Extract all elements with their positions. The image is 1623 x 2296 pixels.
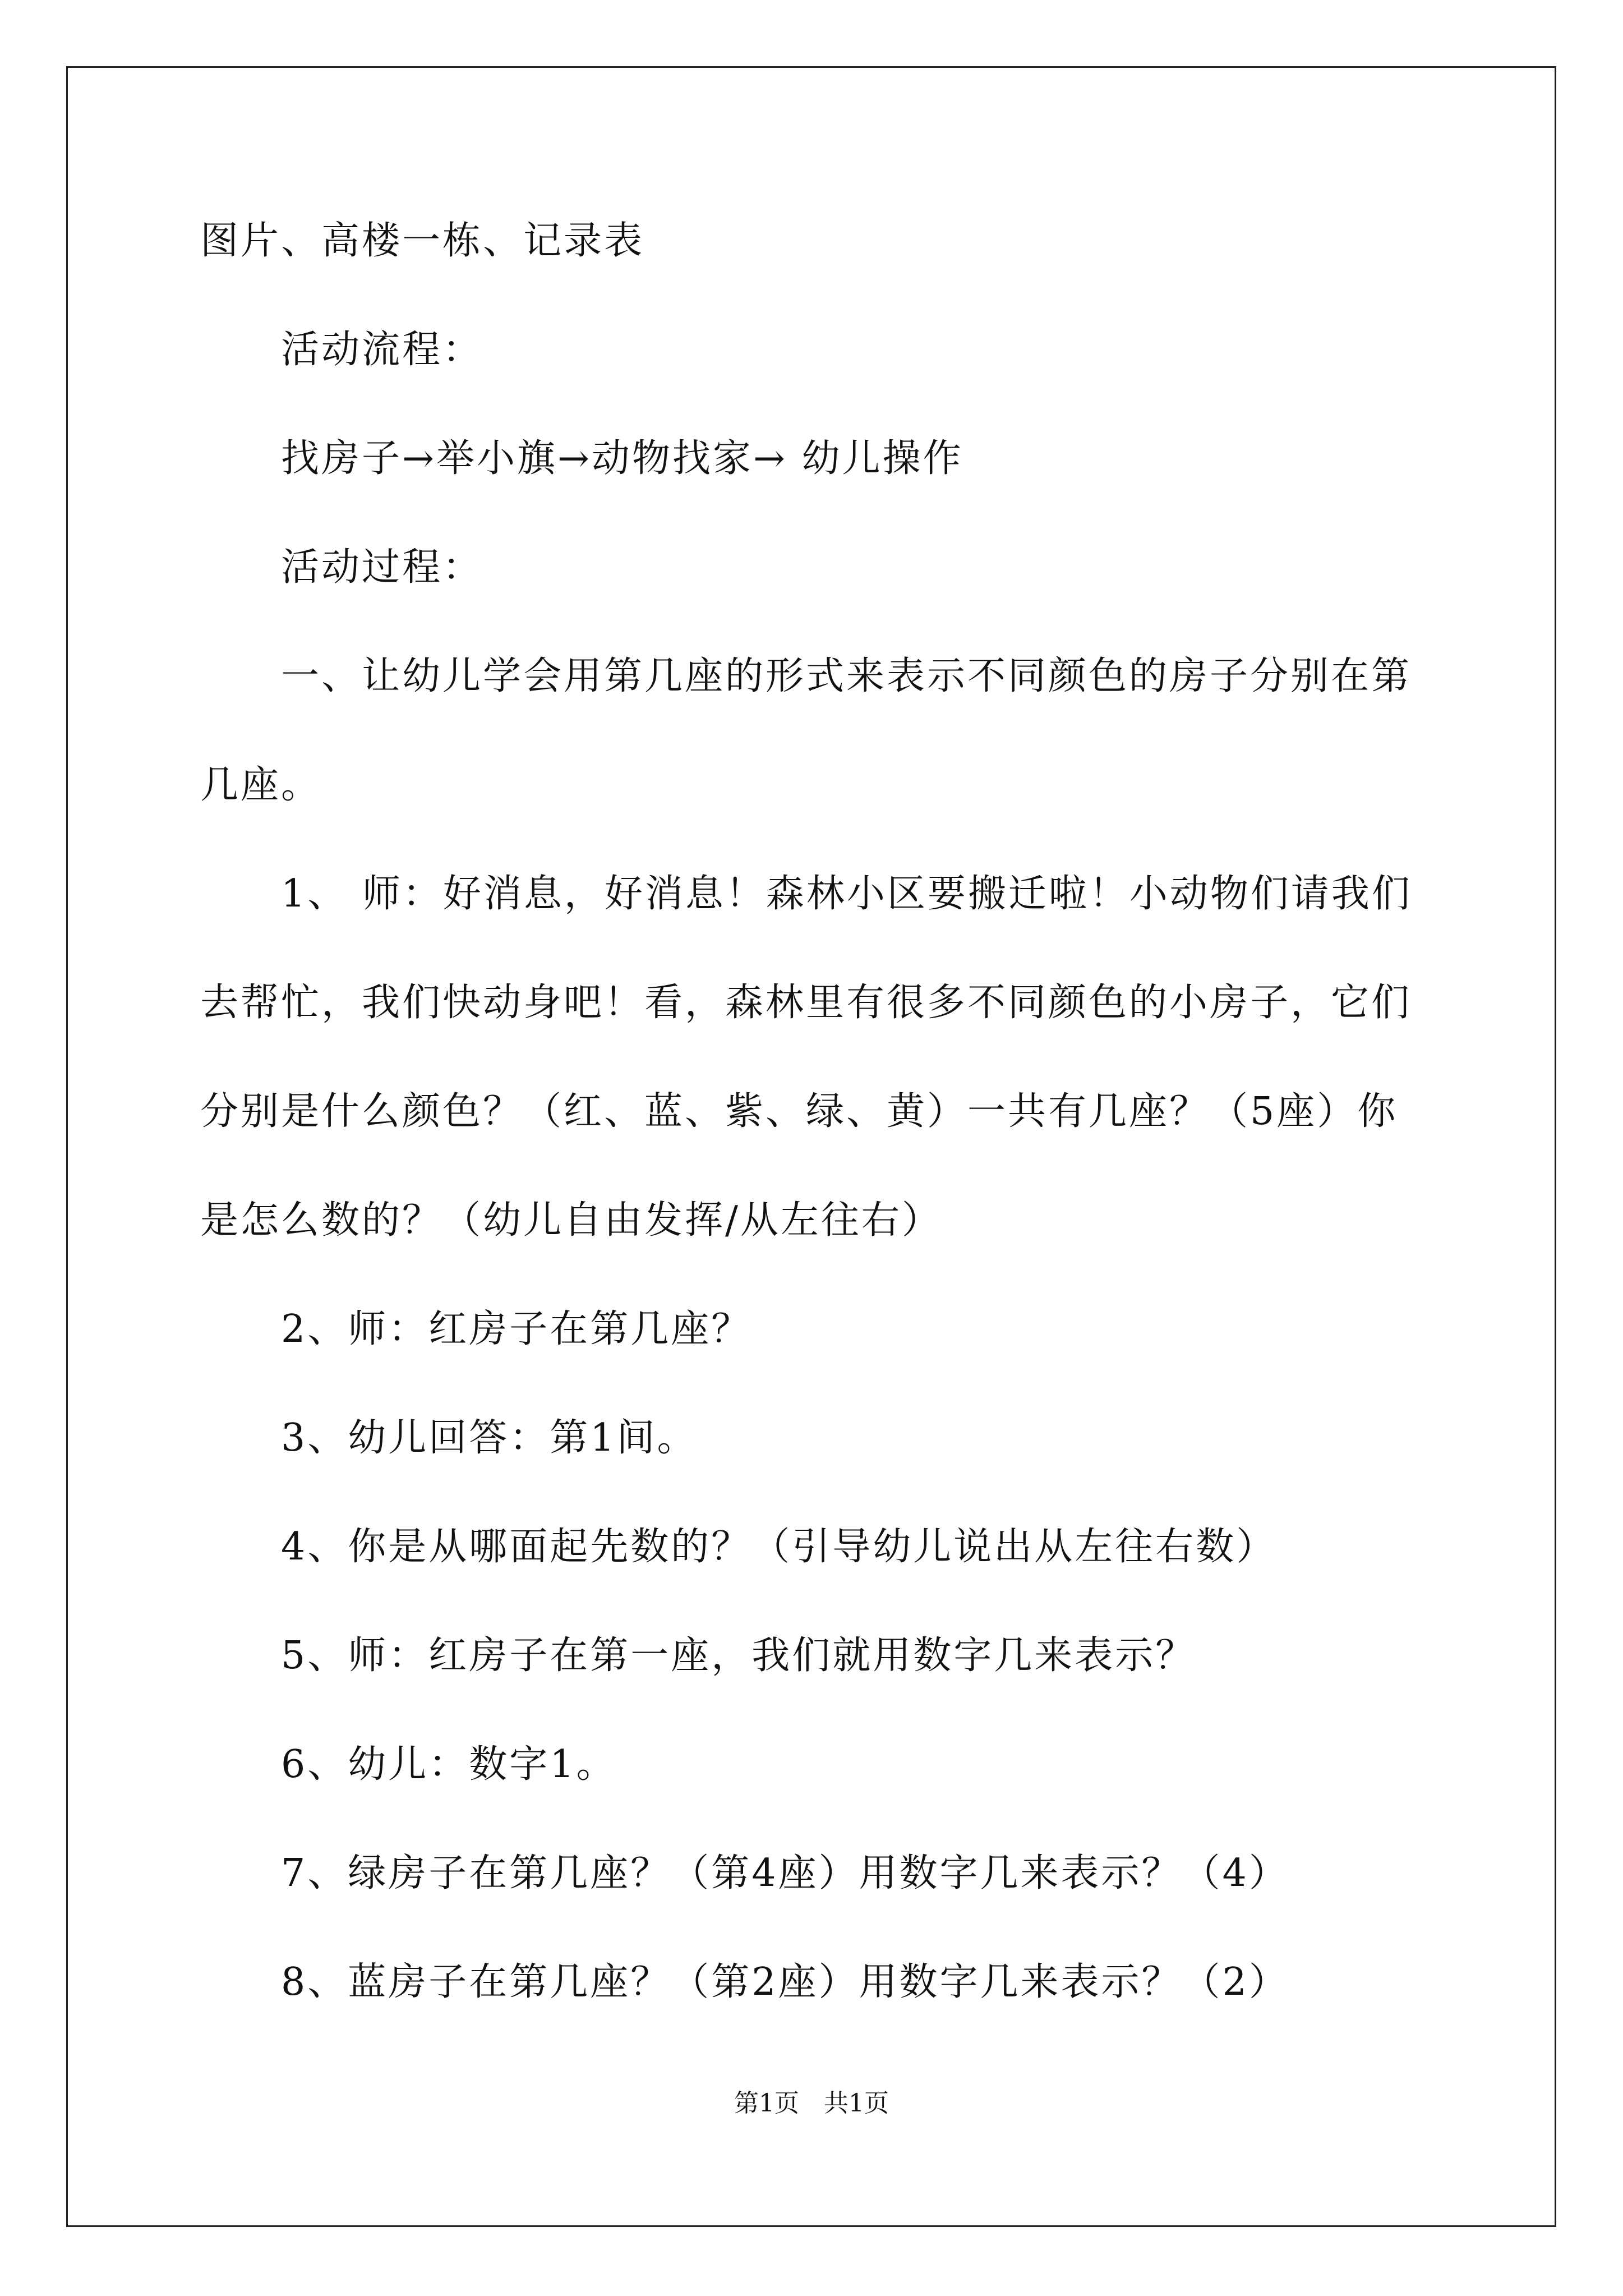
document-body [200, 213, 1423, 2010]
step-1-line-2: 去帮忙，我们快动身吧！看，森林里有很多不同颜色的小房子，它们 [200, 981, 1412, 1025]
step-1-line-4: 是怎么数的？（幼儿自由发挥/从左往右） [200, 1198, 942, 1243]
step-8: 8、蓝房子在第几座？（第2座）用数字几来表示？（2） [281, 1960, 1289, 2004]
step-2: 2、师：红房子在第几座？ [281, 1307, 752, 1351]
step-1-line-3: 分别是什么颜色？（红、蓝、紫、绿、黄）一共有几座？（5座）你 [200, 1089, 1398, 1134]
section-one-line-1: 一、让幼儿学会用第几座的形式来表示不同颜色的房子分别在第 [281, 654, 1412, 698]
step-1-line-1: 1、 师：好消息，好消息！森林小区要搬迁啦！小动物们请我们 [281, 872, 1412, 916]
page-footer: 第1页 共1页 [734, 2089, 889, 2118]
materials-line: 图片、高楼一栋、记录表 [200, 219, 645, 263]
step-5: 5、师：红房子在第一座，我们就用数字几来表示？ [281, 1634, 1196, 1678]
section-one-line-2: 几座。 [200, 763, 322, 807]
step-6: 6、幼儿：数字1。 [281, 1742, 617, 1787]
flow-heading: 活动流程： [281, 328, 483, 372]
flow-steps: 找房子→举小旗→动物找家→ 幼儿操作 [281, 436, 963, 481]
process-heading: 活动过程： [281, 545, 483, 590]
step-3: 3、幼儿回答：第1间。 [281, 1416, 698, 1460]
step-7: 7、绿房子在第几座？（第4座）用数字几来表示？（4） [281, 1851, 1289, 1895]
step-4: 4、你是从哪面起先数的？（引导幼儿说出从左往右数） [281, 1525, 1277, 1569]
